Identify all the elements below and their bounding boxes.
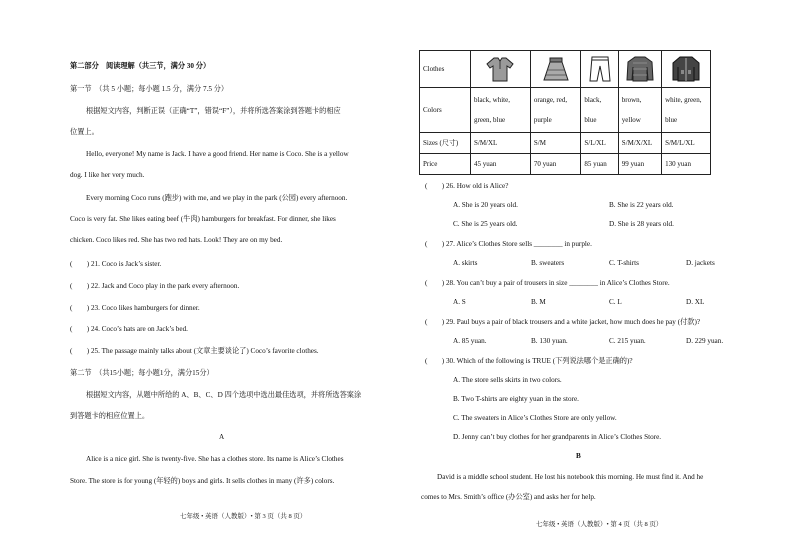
table-cell: 45 yuan <box>471 154 531 175</box>
row-label: Price <box>420 154 471 175</box>
section2-heading: 第二节 （共15小题；每小题1分，满分15分） <box>70 369 214 377</box>
option-a: A. skirts <box>453 259 478 267</box>
skirt-icon <box>530 51 580 88</box>
option-b: B. sweaters <box>531 259 565 267</box>
option-d: D. jackets <box>686 259 715 267</box>
part-title: 第二部分 阅读理解（共三节，满分 30 分） <box>70 62 211 70</box>
table-cell: S/L/XL <box>581 133 618 154</box>
question-21: ( ) 21. Coco is Jack’s sister. <box>70 260 162 268</box>
question-27: ( ) 27. Alice’s Clothes Store sells ________ in purple. <box>425 240 592 248</box>
option-c: C. She is 25 years old. <box>453 220 518 228</box>
table-cell: 85 yuan <box>581 154 618 175</box>
option-b: B. M <box>531 298 546 306</box>
question-28: ( ) 28. You can’t buy a pair of trousers in size ________ in Alice’s Clothes Store. <box>425 279 670 287</box>
table-cell: black, blue <box>581 88 618 133</box>
option-d: D. XL <box>686 298 705 306</box>
table-row <box>420 51 711 88</box>
option-b: B. Two T-shirts are eighty yuan in the store. <box>453 395 579 403</box>
table-cell: black, white, green, blue <box>471 88 531 133</box>
table-cell: S/M/L/XL <box>662 133 711 154</box>
table-cell: 130 yuan <box>662 154 711 175</box>
question-26: ( ) 26. How old is Alice? <box>425 182 509 190</box>
question-29: ( ) 29. Paul buys a pair of black trousers and a white jacket, how much does he pay (付款)? <box>425 318 701 326</box>
sweater-icon <box>618 51 661 88</box>
section1-instruction: 根据短文内容，判断正误（正确“T”，错误“F”），并将所选答案涂到答题卡的相应 <box>86 107 341 115</box>
passage-a-label: A <box>219 433 225 441</box>
row-label: Clothes <box>420 51 471 88</box>
option-c: C. 215 yuan. <box>609 337 646 345</box>
page-footer: 七年级 • 英语（人教版）• 第 4 页（共 8 页） <box>536 521 663 528</box>
section1-heading: 第一节 （共 5 小题；每小题 1.5 分，满分 7.5 分） <box>70 85 229 93</box>
page-footer: 七年级 • 英语（人教版）• 第 3 页（共 8 页） <box>180 513 307 520</box>
passage-line: Store. The store is for young (年轻的) boys and girls. It sells clothes in many (许多) colors. <box>70 477 335 485</box>
passage-line: comes to Mrs. Smith’s office (办公室) and asks her for help. <box>421 493 596 501</box>
question-23: ( ) 23. Coco likes hamburgers for dinner. <box>70 304 200 312</box>
question-30: ( ) 30. Which of the following is TRUE (下列说法哪个是正确的)? <box>425 357 633 365</box>
option-c: C. T-shirts <box>609 259 639 267</box>
table-cell: S/M/X/XL <box>618 133 661 154</box>
trousers-icon <box>581 51 618 88</box>
table-cell: 70 yuan <box>530 154 580 175</box>
question-22: ( ) 22. Jack and Coco play in the park every afternoon. <box>70 282 240 290</box>
passage-line: Every morning Coco runs (跑步) with me, and we play in the park (公园) every afternoon. <box>86 194 348 202</box>
table-row <box>420 133 711 154</box>
passage-line: David is a middle school student. He lost his notebook this morning. He must find it. And he <box>437 473 704 481</box>
section1-instruction-cont: 位置上。 <box>70 128 99 136</box>
section2-instruction: 根据短文内容，从题中所给的 A、B、C、D 四个选项中选出最佳选项，并将所选答案涂 <box>86 391 362 399</box>
option-a: A. S <box>453 298 466 306</box>
option-b: B. She is 22 years old. <box>609 201 674 209</box>
table-cell: 99 yuan <box>618 154 661 175</box>
option-d: D. 229 yuan. <box>686 337 724 345</box>
passage-line: Hello, everyone! My name is Jack. I have a good friend. Her name is Coco. She is a yellow <box>86 150 349 158</box>
table-cell: orange, red, purple <box>530 88 580 133</box>
jacket-icon <box>662 51 711 88</box>
option-b: B. 130 yuan. <box>531 337 568 345</box>
option-a: A. 85 yuan. <box>453 337 487 345</box>
clothes-table <box>419 50 711 175</box>
table-row <box>420 88 711 133</box>
table-cell: white, green, blue <box>662 88 711 133</box>
passage-line: Alice is a nice girl. She is twenty-five. She has a clothes store. Its name is Alice’s Clothes <box>86 455 344 463</box>
option-a: A. The store sells skirts in two colors. <box>453 376 562 384</box>
option-d: D. She is 28 years old. <box>609 220 674 228</box>
question-24: ( ) 24. Coco’s hats are on Jack’s bed. <box>70 325 188 333</box>
option-c: C. L <box>609 298 622 306</box>
option-d: D. Jenny can’t buy clothes for her grandparents in Alice’s Clothes Store. <box>453 433 662 441</box>
passage-b-label: B <box>576 452 581 460</box>
passage-line: chicken. Coco likes red. She has two red hats. Look! They are on my bed. <box>70 236 283 244</box>
table-cell: S/M/XL <box>471 133 531 154</box>
option-a: A. She is 20 years old. <box>453 201 518 209</box>
shirt-icon <box>471 51 531 88</box>
question-25: ( ) 25. The passage mainly talks about (文章主要谈论了) Coco’s favorite clothes. <box>70 347 319 355</box>
table-cell: S/M <box>530 133 580 154</box>
option-c: C. The sweaters in Alice’s Clothes Store are only yellow. <box>453 414 617 422</box>
table-row <box>420 154 711 175</box>
row-label: Colors <box>420 88 471 133</box>
section2-instruction-cont: 到答题卡的相应位置上。 <box>70 412 150 420</box>
passage-line: dog. I like her very much. <box>70 171 145 179</box>
table-cell: brown, yellow <box>618 88 661 133</box>
passage-line: Coco is very fat. She likes eating beef (牛肉) hamburgers for breakfast. For dinner, she likes <box>70 215 336 223</box>
row-label: Sizes (尺寸) <box>420 133 471 154</box>
